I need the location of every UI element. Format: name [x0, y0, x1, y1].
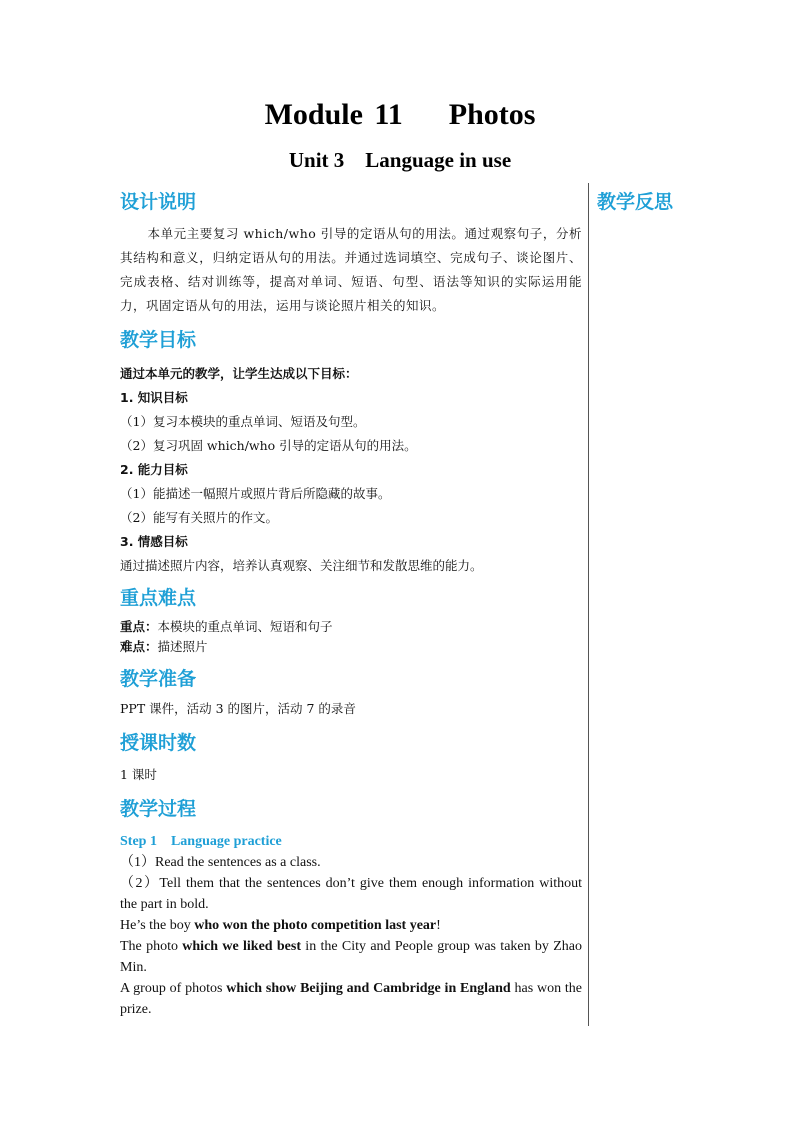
reflection-heading: 教学反思: [597, 191, 674, 213]
goals-intro: 通过本单元的教学，让学生达成以下目标：: [120, 366, 358, 381]
ability-goal-item: （1）能描述一幅照片或照片背后所隐藏的故事。: [120, 486, 391, 501]
difficulty-label: 难点：: [120, 639, 158, 654]
ability-goal-title: 2. 能力目标: [120, 462, 188, 477]
column-divider: [588, 183, 589, 1026]
example-sentence-1: He’s the boy who won the photo competition last year!: [120, 918, 441, 933]
goals-heading: 教学目标: [120, 329, 197, 351]
example-sentence-2: The photo which we liked best in the City and People group was taken by Zhao Min.: [120, 939, 583, 975]
preparation-text: PPT 课件，活动 3 的图片，活动 7 的录音: [120, 701, 356, 716]
key-text: 本模块的重点单词、短语和句子: [157, 619, 333, 634]
module-title: Module 11 Photos: [264, 98, 536, 131]
hours-text: 1 课时: [120, 767, 157, 782]
design-text: 本单元主要复习 which/who 引导的定语从句的用法。通过观察句子，分析其结构和意义，归纳定语从句的用法。并通过选词填空、完成句子、谈论图片、完成表格、结对训练等，提高对单词、短语、句型、语法等知识的实际运用能力，巩固定语从句的用法，运用与谈论照片相关的知识。: [120, 226, 582, 313]
reflection-column: [597, 186, 777, 214]
process-heading: 教学过程: [120, 798, 197, 820]
knowledge-goal-title: 1. 知识目标: [120, 390, 188, 405]
emotion-goal-title: 3. 情感目标: [120, 534, 188, 549]
unit-title: Unit 3 Language in use: [288, 148, 512, 172]
main-column: [120, 186, 582, 1020]
hours-heading: 授课时数: [120, 732, 197, 754]
step1-title: Step 1 Language practice: [120, 834, 282, 849]
key-points-heading: 重点难点: [120, 587, 197, 609]
knowledge-goal-item: （2）复习巩固 which/who 引导的定语从句的用法。: [120, 438, 417, 453]
design-heading: 设计说明: [120, 191, 197, 213]
emotion-goal-text: 通过描述照片内容，培养认真观察、关注细节和发散思维的能力。: [120, 558, 483, 573]
step1-line2: （2）Tell them that the sentences don’t give them enough information without the part in bold.: [120, 876, 582, 912]
knowledge-goal-item: （1）复习本模块的重点单词、短语及句型。: [120, 414, 366, 429]
ability-goal-item: （2）能写有关照片的作文。: [120, 510, 278, 525]
key-label: 重点：: [120, 619, 158, 634]
difficulty-text: 描述照片: [157, 639, 208, 654]
example-sentence-3: A group of photos which show Beijing and Cambridge in England has won the prize.: [120, 981, 583, 1017]
preparation-heading: 教学准备: [120, 668, 197, 690]
step1-line1: （1）Read the sentences as a class.: [120, 855, 321, 870]
